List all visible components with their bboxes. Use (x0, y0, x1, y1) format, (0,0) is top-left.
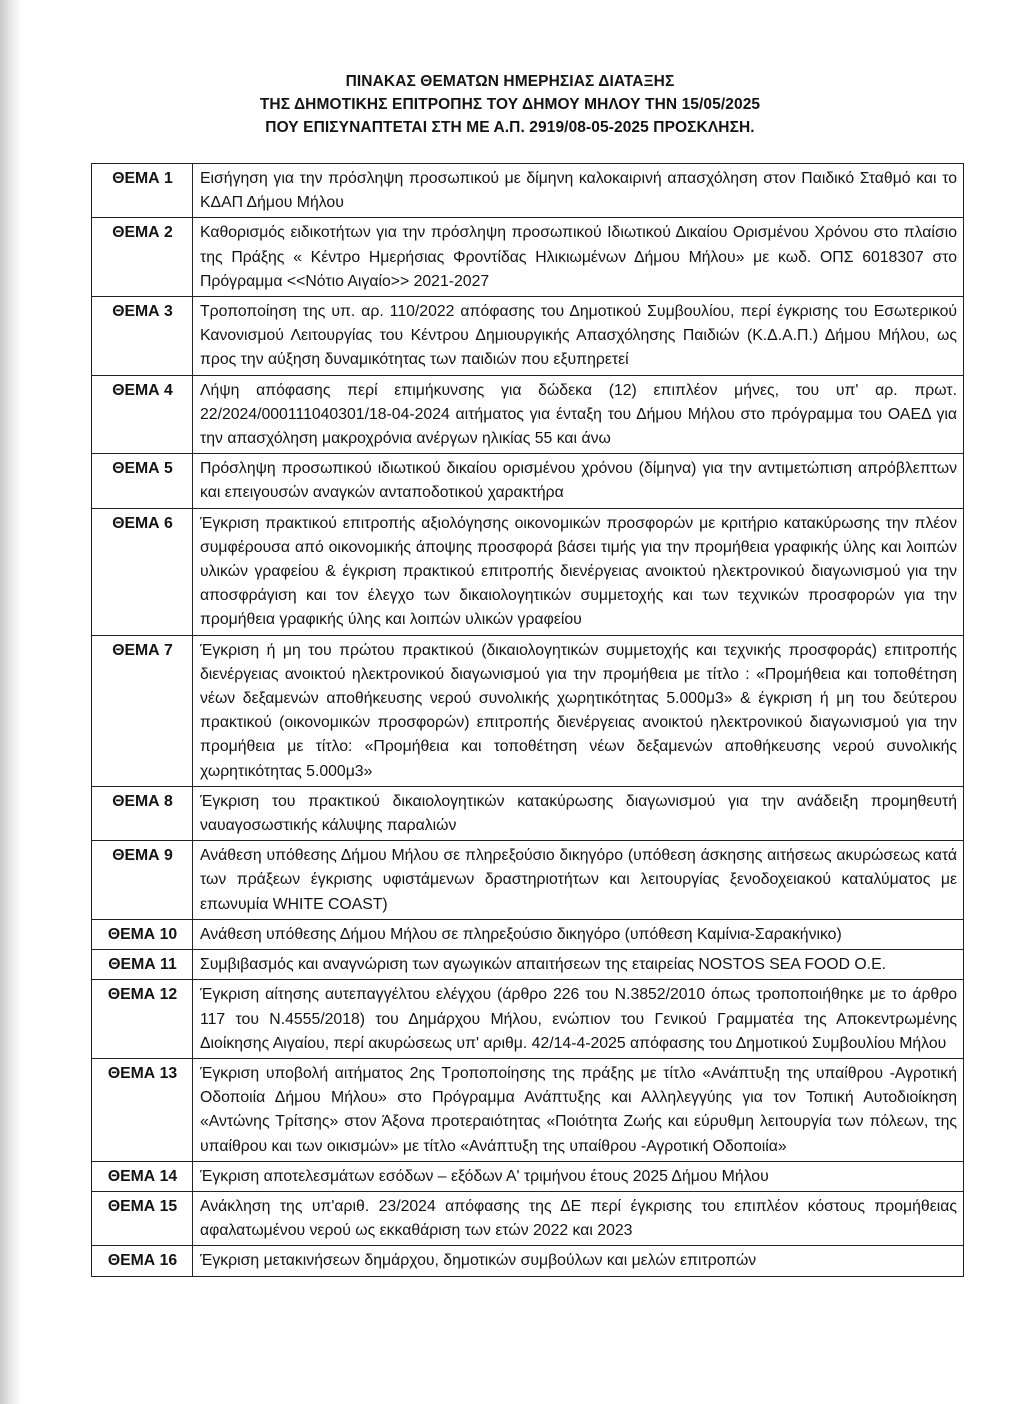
agenda-row (92, 635, 964, 786)
item-text: Τροποποίηση της υπ. αρ. 110/2022 απόφασης του Δημοτικού Συμβουλίου, περί έγκρισης του Εσωτερικού Κανονισμού Λειτουργίας του Κέντρου Δημιουργικής Απασχόλησης Παιδιών (Κ.Δ.Α.Π.) Δήμου Μήλου, ως προς την αύξηση δυναμικότητας των παιδιών που εξυπηρετεί (193, 297, 964, 376)
item-text: Ανάθεση υπόθεσης Δήμου Μήλου σε πληρεξούσιο δικηγόρο (υπόθεση άσκησης αιτήσεως ακυρώσεως κατά των πράξεων έγκρισης υφιστάμενων δραστηριοτήτων και λειτουργίας ξενοδοχειακού καταλύματος με επωνυμία WHITE COAST) (193, 841, 964, 920)
item-text: Έγκριση πρακτικού επιτροπής αξιολόγησης οικονομικών προσφορών με κριτήριο κατακύρωσης την πλέον συμφέρουσα από οικονομικής άποψης προσφορά βάσει τιμής για την προμήθεια γραφικής ύλης και λοιπών υλικών γραφείου & έγκριση πρακτικού επιτροπής διενέργειας ανοικτού ηλεκτρονικού διαγωνισμού για την αποσφράγιση και τον έλεγχο των δικαιολογητικών συμμετοχής και των τεχνικών προσφορών για την προμήθεια γραφικής ύλης και λοιπών υλικών γραφείου (193, 508, 964, 635)
item-number: ΘΕΜΑ 13 (92, 1058, 193, 1161)
item-number: ΘΕΜΑ 1 (92, 164, 193, 218)
agenda-row (92, 841, 964, 920)
header-line-1: ΠΙΝΑΚΑΣ ΘΕΜΑΤΩΝ ΗΜΕΡΗΣΙΑΣ ΔΙΑΤΑΞΗΣ (345, 73, 675, 90)
document-header (0, 70, 1020, 139)
page-edge-shadow (0, 0, 22, 1404)
item-text: Έγκριση μετακινήσεων δημάρχου, δημοτικών συμβούλων και μελών επιτροπών (193, 1246, 964, 1276)
item-number: ΘΕΜΑ 10 (92, 919, 193, 949)
item-text: Έγκριση αίτησης αυτεπαγγέλτου ελέγχου (άρθρο 226 του Ν.3852/2010 όπως τροποποιήθηκε με το άρθρο 117 του Ν.4555/2018) του Δημάρχου Μήλου, ενώπιον του Γενικού Γραμματέα της Αποκεντρωμένης Διοίκησης Αιγαίου, περί ακυρώσεως υπ' αριθμ. 42/14-4-2025 απόφασης του Δημοτικού Συμβουλίου Μήλου (193, 980, 964, 1059)
item-number: ΘΕΜΑ 15 (92, 1191, 193, 1245)
agenda-row (92, 508, 964, 635)
agenda-row (92, 1058, 964, 1161)
item-number: ΘΕΜΑ 5 (92, 454, 193, 508)
item-number: ΘΕΜΑ 9 (92, 841, 193, 920)
agenda-row (92, 980, 964, 1059)
item-number: ΘΕΜΑ 4 (92, 375, 193, 454)
item-text: Πρόσληψη προσωπικού ιδιωτικού δικαίου ορισμένου χρόνου (δίμηνα) για την αντιμετώπιση απρόβλεπτων και επειγουσών αναγκών ανταποδοτικού χαρακτήρα (193, 454, 964, 508)
item-text: Ανάθεση υπόθεσης Δήμου Μήλου σε πληρεξούσιο δικηγόρο (υπόθεση Καμίνια-Σαρακήνικο) (193, 919, 964, 949)
item-text: Έγκριση του πρακτικού δικαιολογητικών κατακύρωσης διαγωνισμού για την ανάδειξη προμηθευτή ναυαγοσωστικής κάλυψης παραλιών (193, 786, 964, 840)
agenda-row (92, 297, 964, 376)
item-number: ΘΕΜΑ 3 (92, 297, 193, 376)
item-text: Εισήγηση για την πρόσληψη προσωπικού με δίμηνη καλοκαιρινή απασχόληση στον Παιδικό Σταθμό και το ΚΔΑΠ Δήμου Μήλου (193, 164, 964, 218)
item-text: Καθορισμός ειδικοτήτων για την πρόσληψη προσωπικού Ιδιωτικού Δικαίου Ορισμένου Χρόνου στο πλαίσιο της Πράξης « Κέντρο Ημερήσιας Φροντίδας Ηλικιωμένων Δήμου Μήλου» με κωδ. ΟΠΣ 6018307 στο Πρόγραμμα <<Νότιο Αιγαίο>> 2021-2027 (193, 218, 964, 297)
agenda-row (92, 1191, 964, 1245)
agenda-row (92, 1246, 964, 1276)
header-line-2: ΤΗΣ ΔΗΜΟΤΙΚΗΣ ΕΠΙΤΡΟΠΗΣ ΤΟΥ ΔΗΜΟΥ ΜΗΛΟΥ ΤΗΝ 15/05/2025 (259, 96, 761, 113)
item-number: ΘΕΜΑ 2 (92, 218, 193, 297)
agenda-row (92, 164, 964, 218)
agenda-row (92, 218, 964, 297)
item-number: ΘΕΜΑ 11 (92, 950, 193, 980)
item-text: Συμβιβασμός και αναγνώριση των αγωγικών απαιτήσεων της εταιρείας NOSTOS SEA FOOD Ο.Ε. (193, 950, 964, 980)
agenda-row (92, 1161, 964, 1191)
agenda-row (92, 919, 964, 949)
item-number: ΘΕΜΑ 7 (92, 635, 193, 786)
item-text: Έγκριση αποτελεσμάτων εσόδων – εξόδων Α' τριμήνου έτους 2025 Δήμου Μήλου (193, 1161, 964, 1191)
agenda-row (92, 950, 964, 980)
item-number: ΘΕΜΑ 6 (92, 508, 193, 635)
item-number: ΘΕΜΑ 12 (92, 980, 193, 1059)
agenda-row (92, 375, 964, 454)
header-line-3: ΠΟΥ ΕΠΙΣΥΝΑΠΤΕΤΑΙ ΣΤΗ ΜΕ Α.Π. 2919/08-05-2025 ΠΡΟΣΚΛΗΣΗ. (265, 119, 755, 136)
item-number: ΘΕΜΑ 14 (92, 1161, 193, 1191)
agenda-row (92, 786, 964, 840)
item-text: Έγκριση ή μη του πρώτου πρακτικού (δικαιολογητικών συμμετοχής και τεχνικής προσφοράς) επιτροπής διενέργειας ανοικτού ηλεκτρονικού διαγωνισμού για την προμήθεια με τίτλο : «Προμήθεια και τοποθέτηση νέων δεξαμενών αποθήκευσης νερού συνολικής χωρητικότητας 5.000μ3» & έγκριση ή μη του δεύτερου πρακτικού (οικονομικών προσφορών) επιτροπής διενέργειας ανοικτού ηλεκτρονικού διαγωνισμού για την προμήθεια με τίτλο: «Προμήθεια και τοποθέτηση νέων δεξαμενών αποθήκευσης νερού συνολικής χωρητικότητας 5.000μ3» (193, 635, 964, 786)
item-number: ΘΕΜΑ 16 (92, 1246, 193, 1276)
agenda-row (92, 454, 964, 508)
item-text: Έγκριση υποβολή αιτήματος 2ης Τροποποίησης της πράξης με τίτλο «Ανάπτυξη της υπαίθρου -Αγροτική Οδοποιία Δήμου Μήλου» στο Πρόγραμμα Ανάπτυξης και Αλληλεγγύης για τον Τοπική Αυτοδιοίκηση «Αντώνης Τρίτσης» στον Άξονα προτεραιότητας «Ποιότητα Ζωής και εύρυθμη λειτουργία των πόλεων, της υπαίθρου και των οικισμών» με τίτλο «Ανάπτυξη της υπαίθρου -Αγροτική Οδοποιία» (193, 1058, 964, 1161)
item-number: ΘΕΜΑ 8 (92, 786, 193, 840)
agenda-table (91, 163, 964, 1277)
item-text: Λήψη απόφασης περί επιμήκυνσης για δώδεκα (12) επιπλέον μήνες, του υπ' αρ. πρωτ. 22/2024/000111040301/18-04-2024 αιτήματος για ένταξη του Δήμου Μήλου στο πρόγραμμα του ΟΑΕΔ για την απασχόληση μακροχρόνια ανέργων ηλικίας 55 και άνω (193, 375, 964, 454)
item-text: Ανάκληση της υπ'αριθ. 23/2024 απόφασης της ΔΕ περί έγκρισης του επιπλέον κόστους προμήθειας αφαλατωμένου νερού ως εκκαθάριση των ετών 2022 και 2023 (193, 1191, 964, 1245)
